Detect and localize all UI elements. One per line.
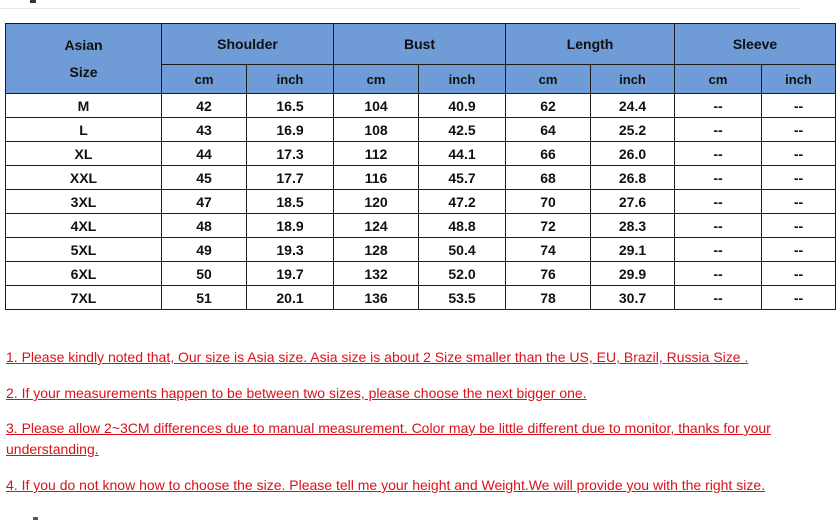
size-cell: XL [6, 142, 162, 166]
size-row [6, 190, 836, 214]
unit-header: inch [419, 65, 506, 94]
measurement-cell: 108 [334, 118, 419, 142]
measurement-cell: 45.7 [419, 166, 506, 190]
size-cell: 6XL [6, 262, 162, 286]
sleeve-header: Sleeve [675, 24, 836, 65]
measurement-cell: 48.8 [419, 214, 506, 238]
measurement-cell: 48 [162, 214, 247, 238]
measurement-cell: 28.3 [591, 214, 675, 238]
size-row [6, 118, 836, 142]
size-cell: M [6, 94, 162, 118]
measurement-cell: -- [675, 286, 762, 310]
measurement-cell: 18.5 [247, 190, 334, 214]
measurement-cell: 78 [506, 286, 591, 310]
measurement-cell: 50.4 [419, 238, 506, 262]
measurement-cell: 70 [506, 190, 591, 214]
size-cell: 7XL [6, 286, 162, 310]
size-row [6, 94, 836, 118]
measurement-cell: 132 [334, 262, 419, 286]
unit-header: inch [762, 65, 836, 94]
measurement-cell: 128 [334, 238, 419, 262]
measurement-cell: 20.1 [247, 286, 334, 310]
measurement-cell: 64 [506, 118, 591, 142]
measurement-cell: -- [762, 286, 836, 310]
header-group-row [6, 24, 836, 65]
bust-header: Bust [334, 24, 506, 65]
measurement-cell: 104 [334, 94, 419, 118]
measurement-cell: -- [675, 166, 762, 190]
size-row [6, 166, 836, 190]
measurement-cell: 16.9 [247, 118, 334, 142]
measurement-cell: 17.3 [247, 142, 334, 166]
unit-header: inch [591, 65, 675, 94]
measurement-cell: 44.1 [419, 142, 506, 166]
note-1: 1. Please kindly noted that, Our size is Asia size. Asia size is about 2 Size smaller than the US, EU, Brazil, Russia Size . [6, 349, 749, 365]
measurement-cell: 40.9 [419, 94, 506, 118]
measurement-cell: 49 [162, 238, 247, 262]
measurement-cell: 47.2 [419, 190, 506, 214]
measurement-cell: 74 [506, 238, 591, 262]
measurement-cell: -- [675, 262, 762, 286]
measurement-cell: 53.5 [419, 286, 506, 310]
measurement-cell: 66 [506, 142, 591, 166]
size-cell: L [6, 118, 162, 142]
measurement-cell: -- [762, 190, 836, 214]
size-chart-table [5, 23, 836, 310]
measurement-cell: 16.5 [247, 94, 334, 118]
measurement-cell: -- [675, 118, 762, 142]
note-4: 4. If you do not know how to choose the size. Please tell me your height and Weight.We will provide you with the right size. [6, 477, 766, 493]
measurement-cell: 72 [506, 214, 591, 238]
measurement-cell: 18.9 [247, 214, 334, 238]
unit-header: cm [334, 65, 419, 94]
measurement-cell: 116 [334, 166, 419, 190]
measurement-cell: 45 [162, 166, 247, 190]
measurement-cell: 112 [334, 142, 419, 166]
asian-size-header [6, 24, 162, 94]
size-cell: 3XL [6, 190, 162, 214]
measurement-cell: -- [675, 190, 762, 214]
measurement-cell: 44 [162, 142, 247, 166]
size-row [6, 238, 836, 262]
measurement-cell: 42.5 [419, 118, 506, 142]
size-label: Size [69, 63, 98, 80]
unit-header: cm [675, 65, 762, 94]
measurement-cell: -- [762, 262, 836, 286]
measurement-cell: -- [762, 166, 836, 190]
size-row [6, 214, 836, 238]
length-header: Length [506, 24, 675, 65]
size-cell: 5XL [6, 238, 162, 262]
measurement-cell: 47 [162, 190, 247, 214]
measurement-cell: 50 [162, 262, 247, 286]
size-cell: 4XL [6, 214, 162, 238]
asian-label: Asian [64, 36, 103, 53]
measurement-cell: -- [762, 94, 836, 118]
measurement-cell: 19.7 [247, 262, 334, 286]
top-mark [30, 0, 36, 3]
measurement-cell: 62 [506, 94, 591, 118]
note-2: 2. If your measurements happen to be between two sizes, please choose the next bigger one. [6, 385, 587, 401]
shoulder-header: Shoulder [162, 24, 334, 65]
measurement-cell: 27.6 [591, 190, 675, 214]
top-strip [0, 0, 800, 9]
measurement-cell: 30.7 [591, 286, 675, 310]
measurement-cell: -- [762, 214, 836, 238]
note-3: 3. Please allow 2~3CM differences due to manual measurement. Color may be little different due to monitor, thanks for your understanding. [6, 420, 771, 457]
measurement-cell: 26.0 [591, 142, 675, 166]
measurement-cell: -- [762, 142, 836, 166]
size-table-body [6, 94, 836, 310]
measurement-cell: -- [675, 94, 762, 118]
measurement-cell: 52.0 [419, 262, 506, 286]
measurement-cell: -- [675, 214, 762, 238]
unit-header: cm [162, 65, 247, 94]
measurement-cell: 120 [334, 190, 419, 214]
measurement-cell: 43 [162, 118, 247, 142]
measurement-cell: 29.9 [591, 262, 675, 286]
measurement-cell: -- [762, 118, 836, 142]
size-row [6, 286, 836, 310]
measurement-cell: 76 [506, 262, 591, 286]
measurement-cell: 26.8 [591, 166, 675, 190]
measurement-cell: 17.7 [247, 166, 334, 190]
size-row [6, 262, 836, 286]
measurement-cell: 136 [334, 286, 419, 310]
size-cell: XXL [6, 166, 162, 190]
measurement-cell: 68 [506, 166, 591, 190]
measurement-cell: 25.2 [591, 118, 675, 142]
measurement-cell: -- [675, 142, 762, 166]
measurement-cell: -- [675, 238, 762, 262]
measurement-cell: -- [762, 238, 836, 262]
measurement-cell: 124 [334, 214, 419, 238]
measurement-cell: 42 [162, 94, 247, 118]
measurement-cell: 51 [162, 286, 247, 310]
unit-header: cm [506, 65, 591, 94]
unit-header: inch [247, 65, 334, 94]
size-row [6, 142, 836, 166]
measurement-cell: 24.4 [591, 94, 675, 118]
measurement-cell: 29.1 [591, 238, 675, 262]
measurement-cell: 19.3 [247, 238, 334, 262]
